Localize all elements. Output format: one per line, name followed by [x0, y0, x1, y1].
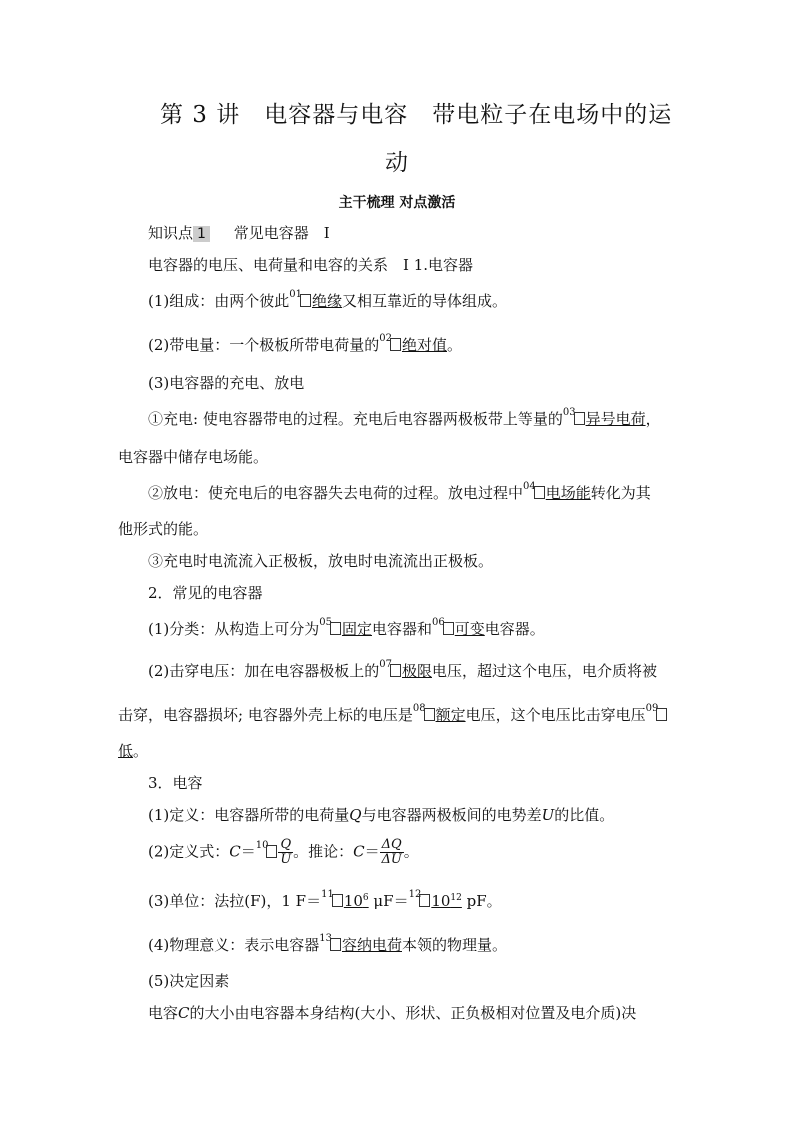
blank-marker: 11 [321, 889, 334, 900]
page-title-line2: 动 [385, 150, 409, 176]
blank-marker: 05 [319, 617, 332, 628]
fraction-q-over-u: $\frac{Q}{U}$ [280, 837, 292, 867]
page-title-line1: 第 3 讲 电容器与电容 带电粒子在电场中的运 [160, 102, 673, 128]
kp-number-badge: 1 [193, 226, 210, 242]
section-subtitle: 主干梳理 对点激活 [338, 195, 456, 211]
blank-box-icon [443, 622, 454, 635]
blank-marker: 03 [562, 407, 576, 418]
blank-box-icon [390, 664, 401, 677]
answer-text: 绝对值 [401, 336, 447, 354]
section-heading: 3．电容 [148, 774, 203, 792]
answer-text: 异号电荷 [585, 410, 646, 428]
text-line: 电容器中储存电场能。 [118, 448, 269, 466]
text-line: (1)定义：电容器所带的电荷量Q与电容器两极板间的电势差U的比值。 [148, 806, 615, 824]
blank-marker: 07 [379, 659, 392, 670]
blank-box-icon [656, 708, 667, 721]
text-line: ①充电: 使电容器带电的过程。充电后电容器两极板带上等量的$^{03}$ 异号电荷， [148, 407, 661, 428]
blank-marker: 04 [523, 481, 536, 492]
blank-marker: 13 [319, 933, 332, 944]
text-line: (3)单位：法拉(F)，1 F＝$^{11}$ $10^6$ μF＝$^{12}$ $10^{12}$ pF。 [148, 889, 502, 910]
blank-box-icon [534, 486, 545, 499]
kp-label: 知识点 [148, 224, 194, 242]
blank-marker: 09 [645, 703, 659, 714]
text-line: (2)带电量：一个极板所带电荷量的$^{02}$ 绝对值。 [148, 333, 463, 354]
answer-text: $10^6$ [343, 892, 369, 910]
blank-box-icon [419, 894, 430, 907]
answer-text: 可变 [454, 620, 485, 638]
blank-box-icon [424, 708, 435, 721]
text-line: (4)物理意义：表示电容器$^{13}$ 容纳电荷本领的物理量。 [148, 933, 508, 954]
blank-box-icon [332, 894, 343, 907]
text-line: (1)组成：由两个彼此$^{01}$ 绝缘又相互靠近的导体组成。 [148, 289, 508, 310]
text-line: 电容C的大小由电容器本身结构(大小、形状、正负极相对位置及电介质)决 [148, 1004, 637, 1022]
text-line: ②放电：使充电后的电容器失去电荷的过程。放电过程中$^{04}$ 电场能转化为其 [148, 481, 651, 502]
blank-marker: 12 [408, 889, 422, 900]
answer-text: 低 [118, 742, 134, 760]
answer-text: 固定 [341, 620, 372, 638]
text-line: ③充电时电流流入正极板，放电时电流流出正极板。 [148, 552, 494, 570]
blank-marker: 06 [432, 617, 445, 628]
blank-marker: 01 [289, 289, 302, 300]
blank-marker: 08 [412, 703, 426, 714]
text-line: 他形式的能。 [118, 520, 209, 538]
blank-box-icon [574, 412, 585, 425]
kp-text: 常见电容器 Ⅰ [233, 224, 330, 242]
answer-text: 电场能 [545, 484, 591, 502]
fraction-dq-over-du: $\frac{\Delta Q}{\Delta U}$ [381, 837, 402, 867]
answer-text: 容纳电荷 [341, 936, 402, 954]
answer-text: $10^{12}$ [431, 892, 462, 910]
blank-marker: 02 [379, 333, 392, 344]
text-line: (3)电容器的充电、放电 [148, 374, 305, 392]
answer-text: 绝缘 [311, 292, 342, 310]
blank-box-icon [300, 294, 311, 307]
blank-box-icon [390, 338, 401, 351]
blank-box-icon [330, 622, 341, 635]
text-line: (5)决定因素 [148, 972, 230, 990]
blank-marker: 10 [255, 839, 269, 851]
text-line: 低。 [118, 742, 149, 760]
text-line: 电容器的电压、电荷量和电容的关系 Ⅰ 1.电容器 [148, 256, 474, 274]
blank-box-icon [266, 845, 277, 858]
text-line: (1)分类：从构造上可分为$^{05}$ 固定电容器和$^{06}$ 可变电容器。 [148, 617, 545, 638]
knowledge-point-heading [148, 222, 330, 243]
text-line: (2)击穿电压：加在电容器极板上的$^{07}$ 极限电压，超过这个电压，电介质将被 [148, 659, 658, 680]
answer-text: 极限 [401, 662, 432, 680]
answer-text: 额定 [435, 706, 466, 724]
text-line: 击穿，电容器损坏; 电容器外壳上标的电压是$^{08}$ 额定电压，这个电压比击穿电压$^{09}$ [118, 704, 668, 725]
blank-box-icon [330, 938, 341, 951]
formula-line: (2)定义式：C＝$^{10}$ $\frac{Q}{U}$ 。推论：C＝ $\frac{\Delta Q}{\Delta U}$ 。 [148, 837, 419, 867]
section-heading: 2．常见的电容器 [148, 584, 263, 602]
